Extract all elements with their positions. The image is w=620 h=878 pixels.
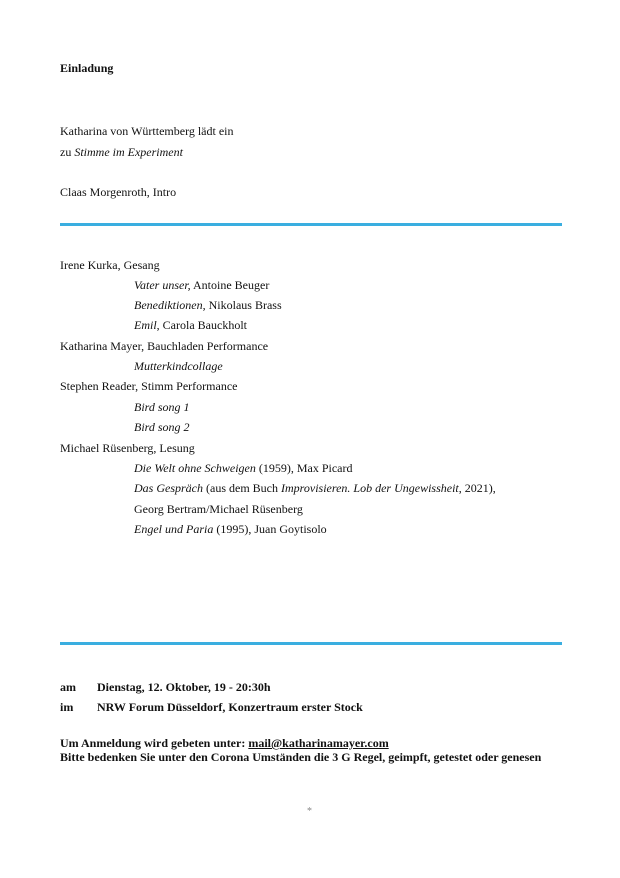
intro-credit: Claas Morgenroth, Intro: [60, 185, 177, 199]
date-value: Dienstag, 12. Oktober, 19 - 20:30h: [97, 680, 271, 694]
place-label: im: [60, 700, 74, 714]
work-note: (aus dem Buch: [203, 481, 281, 495]
performer-michael: Michael Rüsenberg, Lesung: [60, 441, 195, 455]
work-title: Mutterkindcollage: [134, 359, 223, 373]
event-title-line: [60, 145, 183, 159]
work-author: , Carola Bauckholt: [156, 318, 247, 332]
work-author: (1959), Max Picard: [255, 461, 353, 475]
work-title: Engel und Paria: [134, 522, 214, 536]
email-link[interactable]: mail@katharinamayer.com: [248, 736, 389, 750]
work-author: Nikolaus Brass: [205, 298, 282, 312]
place-value: NRW Forum Düsseldorf, Konzertraum erster Stock: [97, 700, 363, 714]
work-title: Benediktionen,: [134, 298, 206, 312]
event-title: Stimme im Experiment: [74, 145, 183, 159]
event-title-prefix: zu: [60, 145, 75, 159]
work-note: , 2021),: [458, 481, 496, 495]
work-authors: Georg Bertram/Michael Rüsenberg: [134, 502, 303, 516]
work-item: [134, 522, 327, 536]
page-title: Einladung: [60, 61, 114, 75]
work-item: [134, 461, 353, 475]
performer-stephen: Stephen Reader, Stimm Performance: [60, 379, 238, 393]
work-item: [134, 481, 496, 495]
work-item: [134, 298, 282, 312]
footer-mark: *: [307, 806, 312, 817]
host-line: Katharina von Württemberg lädt ein: [60, 124, 234, 138]
work-item: [134, 318, 247, 332]
work-title: Emil: [134, 318, 157, 332]
work-title: Bird song 2: [134, 420, 190, 434]
work-title: Vater unser,: [134, 278, 191, 292]
top-divider: [60, 223, 562, 226]
bottom-divider: [60, 642, 562, 645]
registration-line: [60, 736, 389, 750]
corona-notice: Bitte bedenken Sie unter den Corona Umständen die 3 G Regel, geimpft, getestet oder genesen: [60, 750, 542, 764]
work-title: Bird song 1: [134, 400, 190, 414]
performer-irene: Irene Kurka, Gesang: [60, 258, 160, 272]
work-title: Die Welt ohne Schweigen: [134, 461, 256, 475]
work-author: (1995), Juan Goytisolo: [213, 522, 327, 536]
work-item: [134, 278, 269, 292]
date-label: am: [60, 680, 76, 694]
performer-katharina: Katharina Mayer, Bauchladen Performance: [60, 339, 269, 353]
book-title: Improvisieren. Lob der Ungewissheit: [280, 481, 459, 495]
registration-text: Um Anmeldung wird gebeten unter:: [60, 736, 249, 750]
work-author: Antoine Beuger: [190, 278, 270, 292]
work-title: Das Gespräch: [134, 481, 203, 495]
